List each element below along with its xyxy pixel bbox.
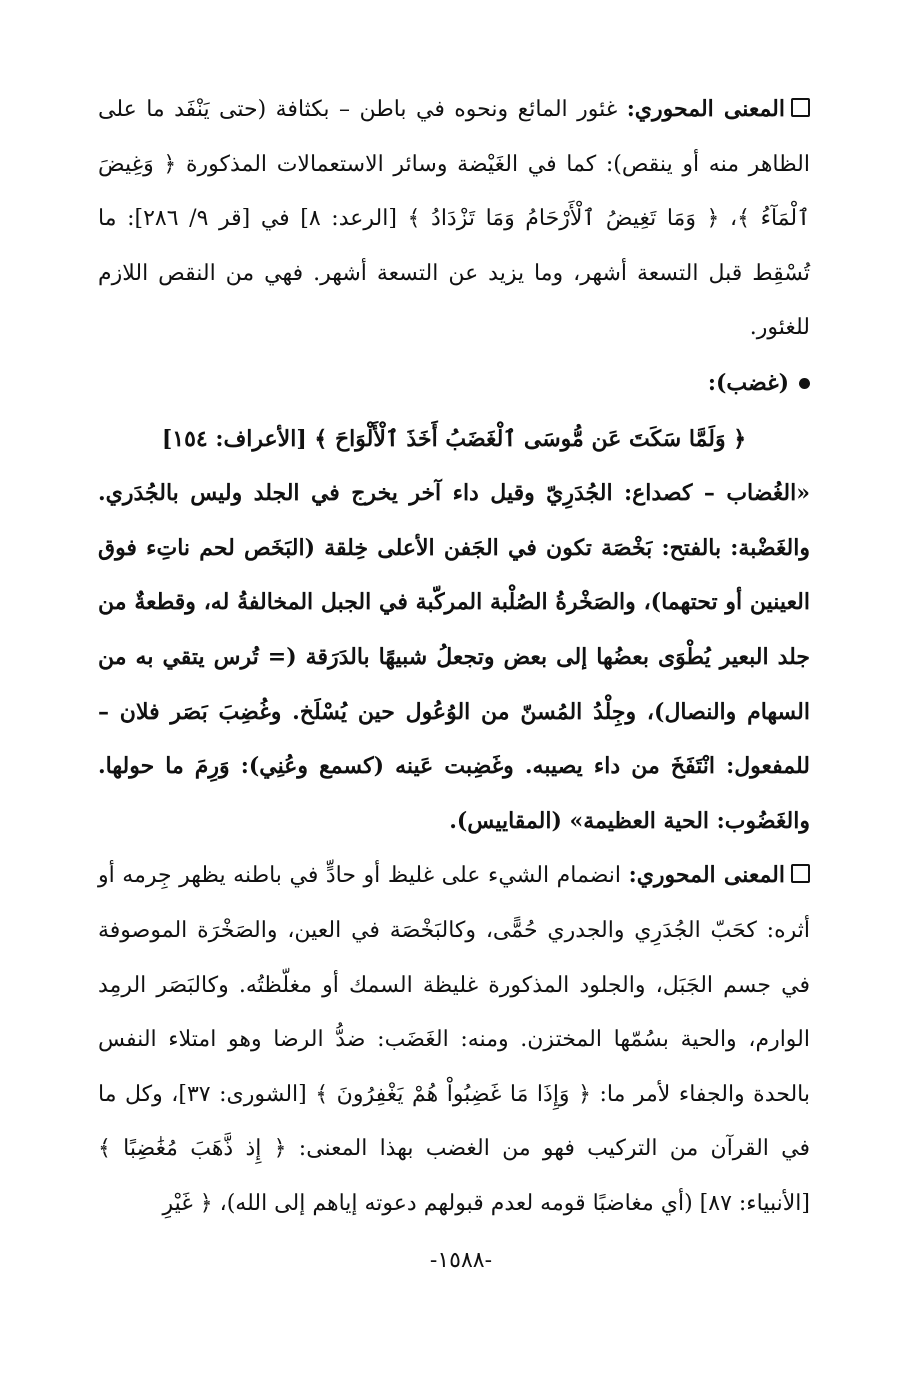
square-box-icon <box>791 864 810 883</box>
square-box-icon <box>791 98 810 117</box>
core-meaning-text-2: انضمام الشيء على غليظ أو حادٍّ في باطنه يظهر جِرمه أو أثره: كحَبّ الجُدَرِي والجدري حُمًّى، وكالبَخْصَة في العين، والصَخْرَة الموصوفة في جسم الجَبَل، والجلود المذكورة غليظة السمك أو مغلّظتُه. وكالبَصَر الرمِد الوارم، والحية بسُمّها المختزن. ومنه: الغَضَب: ضدُّ الرضا وهو امتلاء النفس بالحدة والجفاء لأمر ما: ﴿ وَإِذَا مَا غَضِبُواْ هُمْ يَغْفِرُونَ ﴾ [الشورى: ٣٧]، وكل ما في القرآن من التركيب فهو من الغضب بهذا المعنى: ﴿ إِذ ذَّهَبَ مُغَٰضِبًا ﴾ [الأنبياء: ٨٧] (أي مغاضبًا قومه لعدم قبولهم دعوته إياهم إلى الله)، ﴿ غَيْرِ <box>98 863 810 1216</box>
core-meaning-label-2: المعنى المحوري: <box>628 862 785 889</box>
paragraph-core-meaning-1 <box>98 82 810 356</box>
page-body <box>98 82 810 1231</box>
paragraph-core-meaning-2 <box>98 848 810 1231</box>
quran-verse-line: ﴿ وَلَمَّا سَكَتَ عَن مُّوسَى ٱلْغَضَبُ أَخَذَ ٱلْأَلْوَاحَ ﴾ [الأعراف: ١٥٤] <box>161 425 747 452</box>
bullet-dot-icon <box>799 378 810 389</box>
root-heading-line <box>98 356 810 412</box>
core-meaning-label-1: المعنى المحوري: <box>626 96 785 122</box>
page-number: -١٥٨٨- <box>429 1248 493 1273</box>
core-meaning-text-1: غئور المائع ونحوه في باطن – بكثافة (حتى يَنْفَد ما على الظاهر منه أو ينقص): كما في الغَيْضة وسائر الاستعمالات المذكورة ﴿ وَغِيضَ ٱلْمَآءُ ﴾، ﴿ وَمَا تَغِيضُ ٱلْأَرْحَامُ وَمَا تَزْدَادُ ﴾ [الرعد: ٨] في [قر ٩/ ٢٨٦]: ما تُسْقِط قبل التسعة أشهر، وما يزيد عن التسعة أشهر. فهي من النقص اللازم للغئور. <box>98 97 810 341</box>
root-heading: (غضب): <box>707 369 789 396</box>
paragraph-lexicon-quote: «الغُضاب – كصداع: الجُدَرِيّ وقيل داء آخر يخرج في الجلد وليس بالجُدَري. والغَضْبة: بالفتح: بَخْصَة تكون في الجَفن الأعلى خِلقة (البَخَص لحم ناتِء فوق العينين أو تحتهما)، والصَخْرةُ الصُلْبة المركّبة في الجبل المخالفةُ له، وقطعةٌ من جلد البعير يُطْوَى بعضُها إلى بعض وتجعلُ شبيهًا بالدَرَقة (= تُرس يتقي به من السهام والنصال)، وجِلْدُ المُسنّ من الوُعُول حين يُسْلَخ. وغُضِبَ بَصَر فلان – للمفعول: انْتَفَخَ من داء يصيبه. وغَضِبت عَينه (كسمع وعُنِي): وَرِمَ ما حولها. والغَضُوب: الحية العظيمة» (المقاييس). <box>98 480 810 834</box>
